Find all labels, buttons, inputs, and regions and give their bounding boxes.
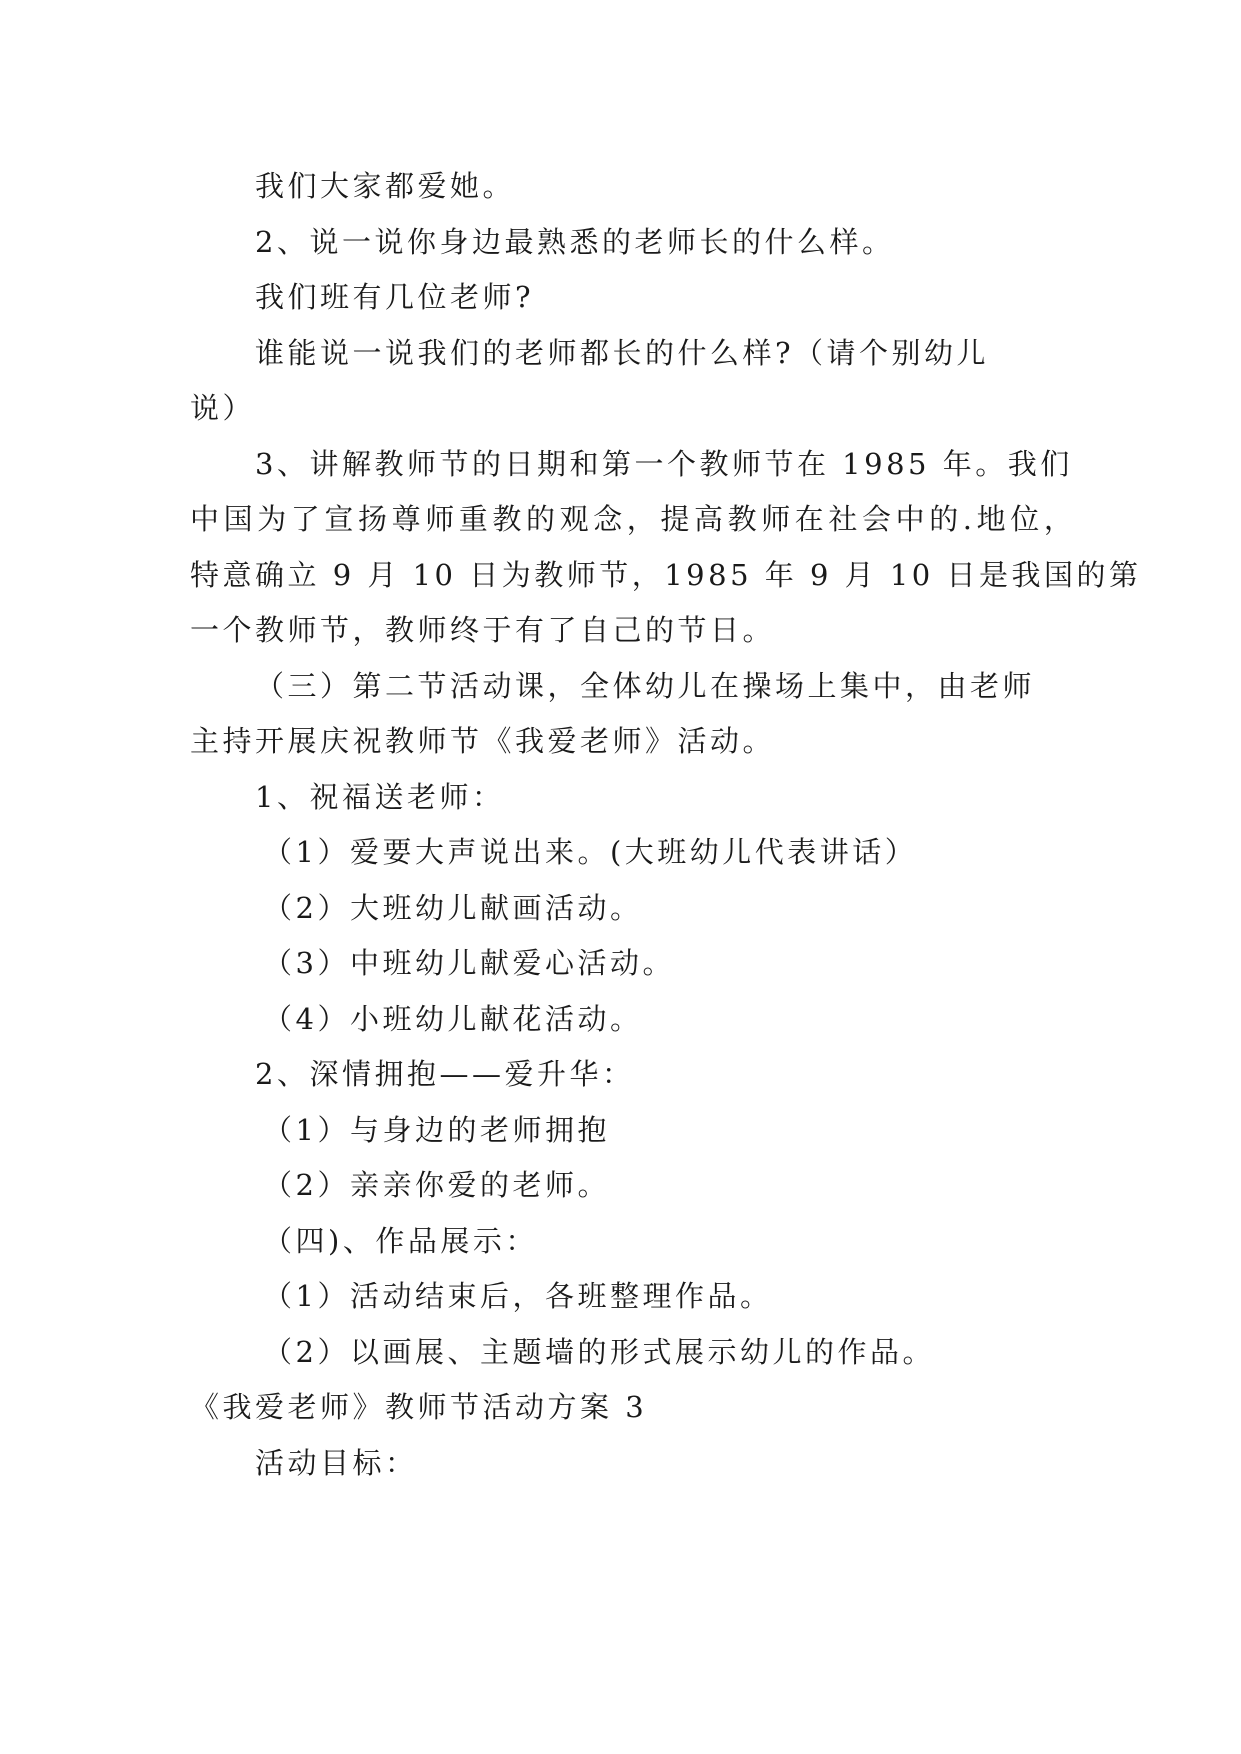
paragraph-line: 2、说一说你身边最熟悉的老师长的什么样。: [255, 225, 895, 259]
section-heading: （三）第二节活动课，全体幼儿在操场上集中，由老师: [255, 669, 1036, 703]
paragraph-line: 一个教师节，教师终于有了自己的节日。: [190, 613, 776, 647]
paragraph-line: 3、讲解教师节的日期和第一个教师节在 1985 年。我们: [255, 447, 1073, 481]
paragraph-line: 活动目标：: [255, 1446, 418, 1480]
list-item: （2）以画展、主题墙的形式展示幼儿的作品。: [263, 1335, 935, 1369]
list-item: （1）爱要大声说出来。(大班幼儿代表讲话）: [263, 835, 918, 869]
section-heading: （四)、作品展示：: [263, 1224, 538, 1258]
paragraph-line: 1、祝福送老师：: [255, 780, 505, 814]
paragraph-line: 2、深情拥抱——爱升华：: [255, 1057, 635, 1091]
list-item: （4）小班幼儿献花活动。: [263, 1002, 643, 1036]
paragraph-line: 谁能说一说我们的老师都长的什么样?（请个别幼儿: [255, 336, 990, 370]
list-item: （3）中班幼儿献爱心活动。: [263, 946, 675, 980]
paragraph-line: 中国为了宣扬尊师重教的观念，提高教师在社会中的.地位，: [190, 502, 1078, 536]
document-title: 《我爱老师》教师节活动方案 3: [190, 1390, 648, 1424]
list-item: （1）活动结束后，各班整理作品。: [263, 1279, 773, 1313]
paragraph-line: 说）: [190, 391, 256, 425]
list-item: （2）大班幼儿献画活动。: [263, 891, 643, 925]
list-item: （2）亲亲你爱的老师。: [263, 1168, 610, 1202]
paragraph-line: 我们大家都爱她。: [255, 169, 516, 203]
paragraph-line: 特意确立 9 月 10 日为教师节，1985 年 9 月 10 日是我国的第: [190, 558, 1142, 592]
paragraph-line: 主持开展庆祝教师节《我爱老师》活动。: [190, 724, 776, 758]
list-item: （1）与身边的老师拥抱: [263, 1113, 610, 1147]
paragraph-line: 我们班有几位老师?: [255, 280, 535, 314]
